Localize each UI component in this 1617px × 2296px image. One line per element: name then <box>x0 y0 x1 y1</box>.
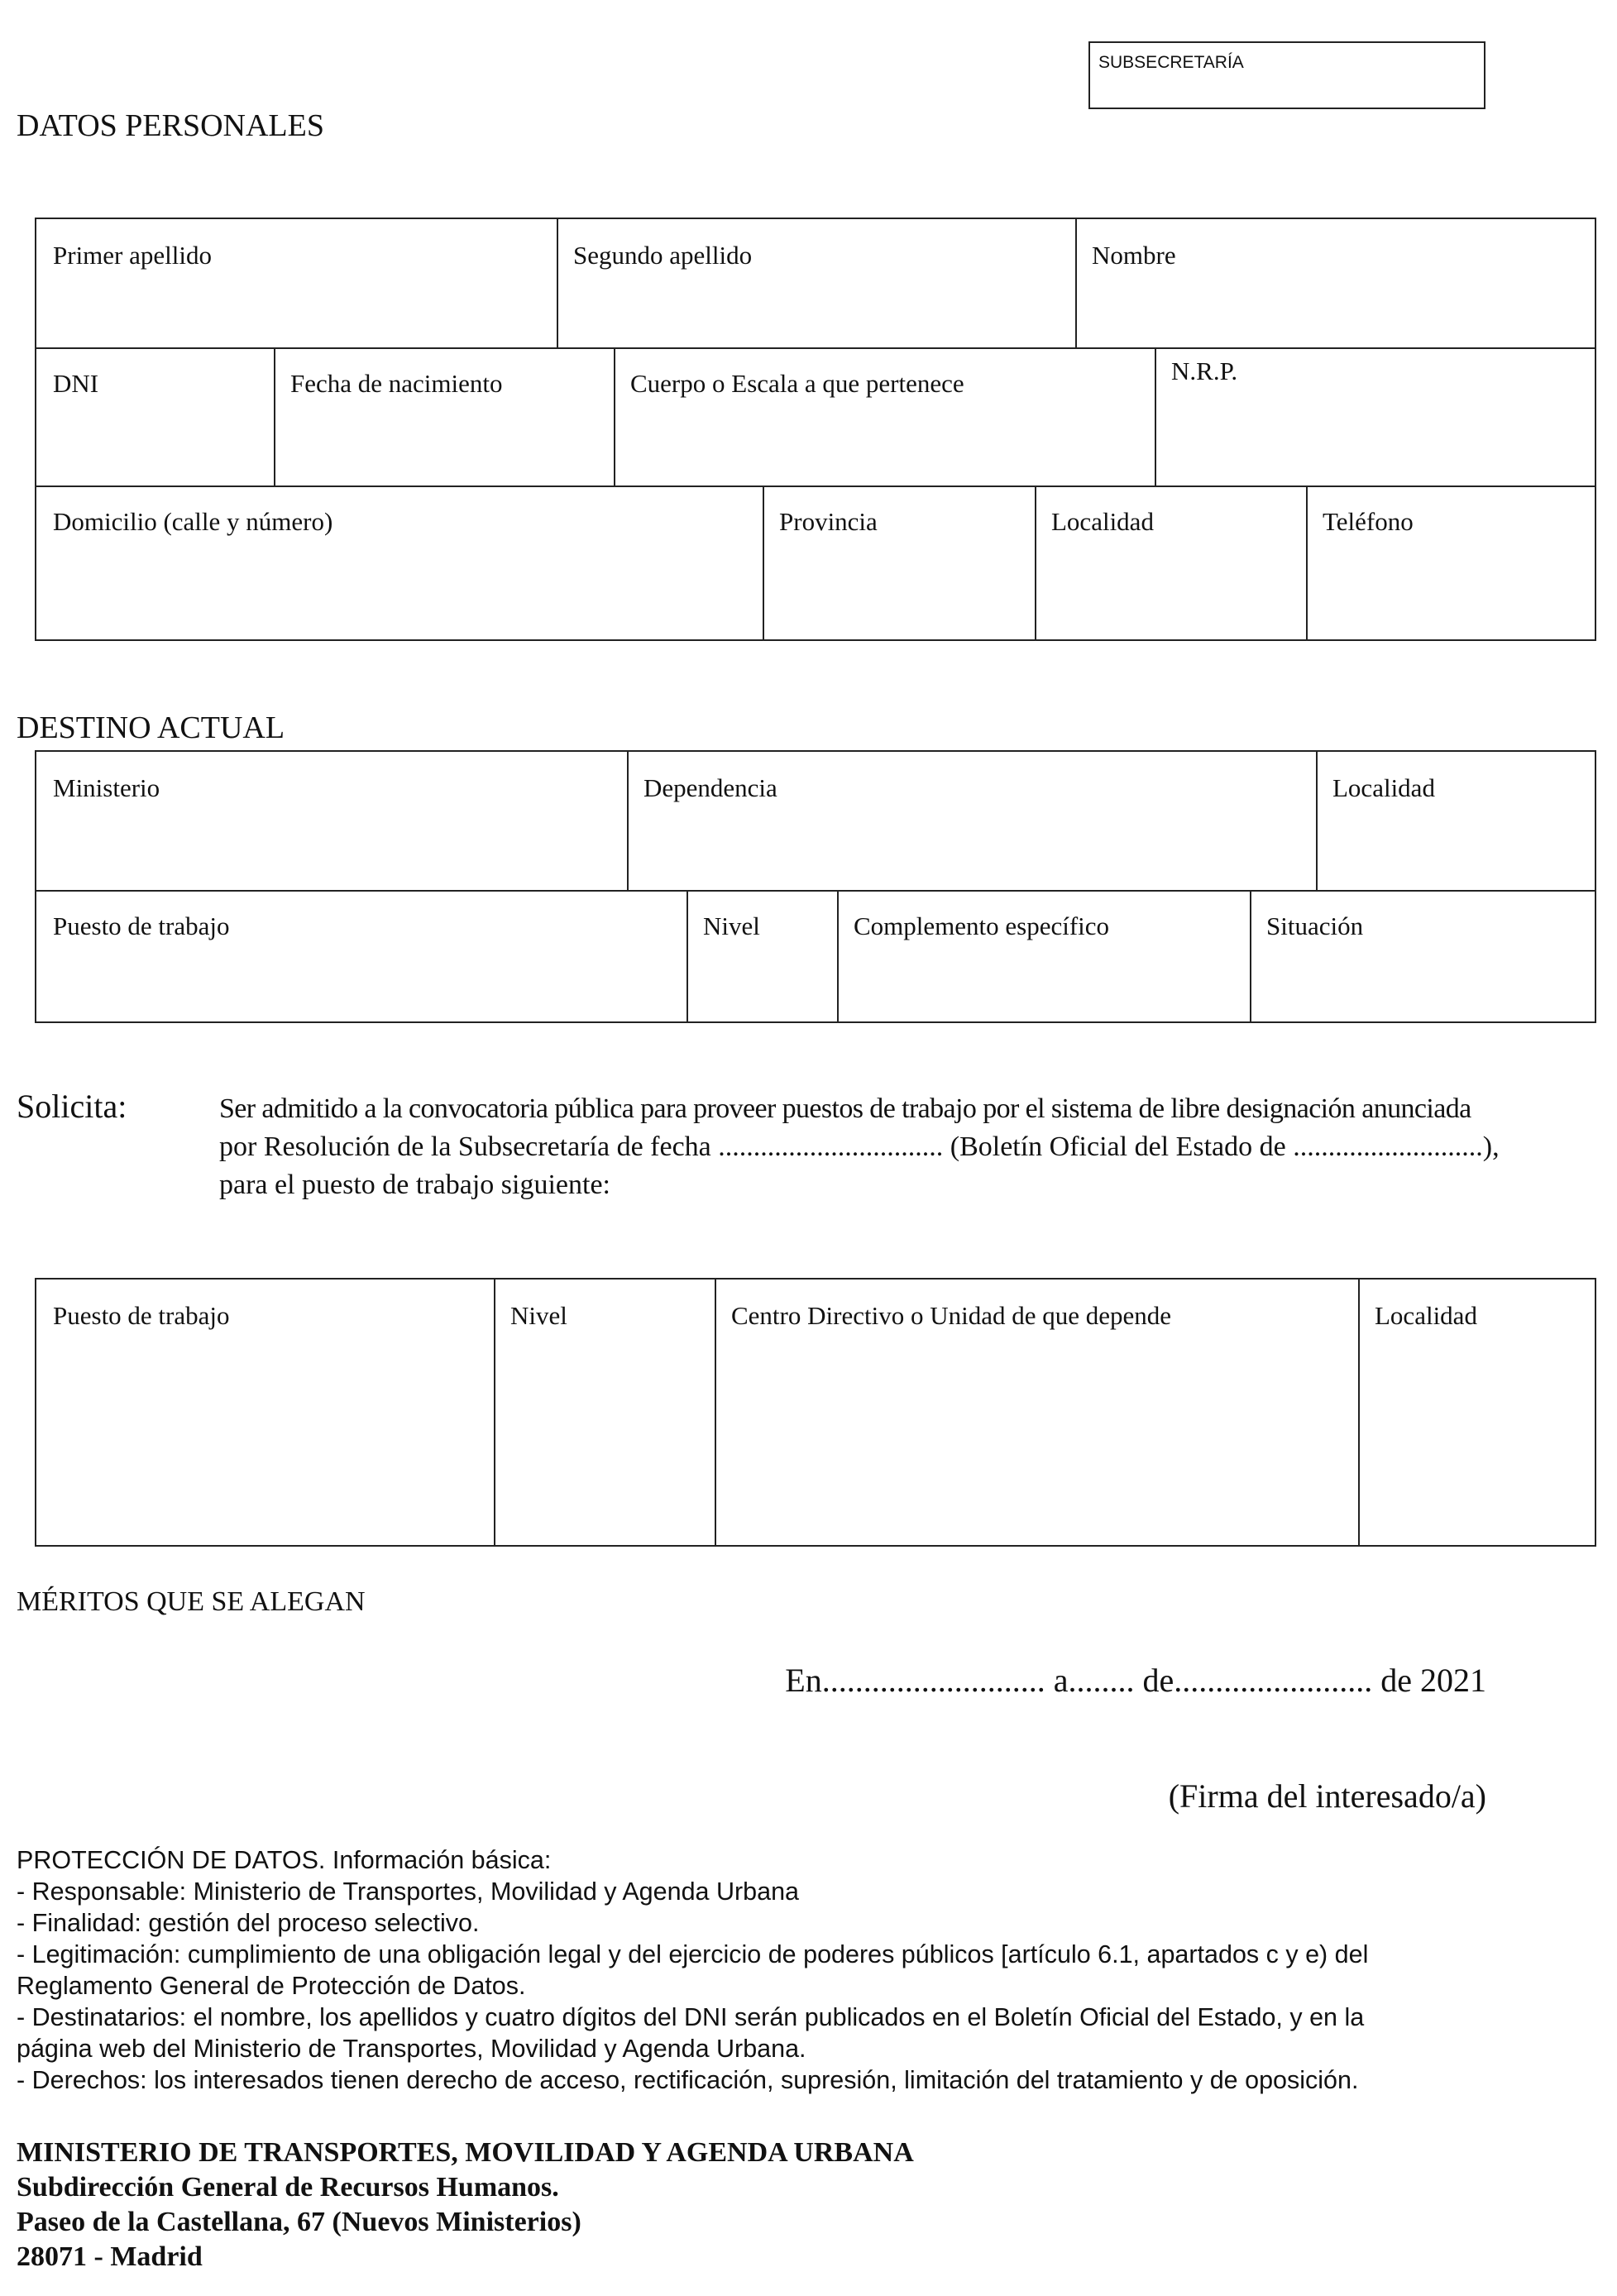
lugar-fecha-line[interactable]: En........................... a........ de........................ de 2021 <box>785 1662 1486 1699</box>
subsecretaria-box <box>1088 41 1485 109</box>
fecha-nacimiento-field[interactable]: Fecha de nacimiento <box>290 369 503 398</box>
solicita-text <box>219 1090 1609 1204</box>
subsecretaria-label: SUBSECRETARÍA <box>1098 53 1244 72</box>
solicita-label: Solicita: <box>17 1088 127 1125</box>
solicitado-localidad-field[interactable]: Localidad <box>1375 1301 1477 1330</box>
proteccion-line: página web del Ministerio de Transportes, Movilidad y Agenda Urbana. <box>17 2035 806 2063</box>
proteccion-line: - Legitimación: cumplimiento de una obligación legal y del ejercicio de poderes públicos [artículo 6.1, apartados c y e) del <box>17 1940 1369 1968</box>
footer-codigo-postal: 28071 - Madrid <box>17 2241 203 2272</box>
proteccion-line: - Finalidad: gestión del proceso selectivo. <box>17 1909 480 1937</box>
proteccion-line: Reglamento General de Protección de Datos. <box>17 1972 526 2000</box>
datos-personales-table <box>35 218 1596 641</box>
segundo-apellido-field[interactable]: Segundo apellido <box>573 241 753 270</box>
proteccion-line: PROTECCIÓN DE DATOS. Información básica: <box>17 1846 552 1874</box>
dni-field[interactable]: DNI <box>53 369 99 398</box>
footer-address <box>17 2136 914 2274</box>
proteccion-datos-block <box>17 1844 1605 2096</box>
destino-localidad-field[interactable]: Localidad <box>1332 773 1435 802</box>
proteccion-line: - Responsable: Ministerio de Transportes, Movilidad y Agenda Urbana <box>17 1877 800 1906</box>
situacion-field[interactable]: Situación <box>1266 911 1364 940</box>
destino-actual-title: DESTINO ACTUAL <box>17 710 285 745</box>
datos-personales-title: DATOS PERSONALES <box>17 108 324 143</box>
proteccion-line: - Destinatarios: el nombre, los apellidos y cuatro dígitos del DNI serán publicados en el Boletín Oficial del Estado, y en la <box>17 2003 1365 2031</box>
footer-ministerio: MINISTERIO DE TRANSPORTES, MOVILIDAD Y AGENDA URBANA <box>17 2137 914 2168</box>
localidad-field[interactable]: Localidad <box>1051 507 1154 536</box>
ministerio-field[interactable]: Ministerio <box>53 773 160 802</box>
cuerpo-escala-field[interactable]: Cuerpo o Escala a que pertenece <box>630 369 964 398</box>
firma-label: (Firma del interesado/a) <box>1168 1777 1486 1815</box>
domicilio-field[interactable]: Domicilio (calle y número) <box>53 507 333 536</box>
nrp-field[interactable]: N.R.P. <box>1171 356 1238 385</box>
solicita-line-3: para el puesto de trabajo siguiente: <box>219 1170 610 1200</box>
telefono-field[interactable]: Teléfono <box>1323 507 1414 536</box>
solicita-line-1: Ser admitido a la convocatoria pública para proveer puestos de trabajo por el sistema de libre designación anunciada <box>219 1093 1471 1124</box>
destino-nivel-field[interactable]: Nivel <box>703 911 760 940</box>
footer-subdireccion: Subdirección General de Recursos Humanos. <box>17 2172 559 2203</box>
destino-actual-table <box>35 750 1596 1023</box>
solicitado-puesto-field[interactable]: Puesto de trabajo <box>53 1301 230 1330</box>
solicita-line-2: por Resolución de la Subsecretaría de fecha ................................ (Boletín Oficial del Estado de ...........................), <box>219 1131 1500 1162</box>
destino-puesto-field[interactable]: Puesto de trabajo <box>53 911 230 940</box>
centro-directivo-field[interactable]: Centro Directivo o Unidad de que depende <box>731 1301 1171 1330</box>
footer-direccion: Paseo de la Castellana, 67 (Nuevos Ministerios) <box>17 2207 581 2237</box>
primer-apellido-field[interactable]: Primer apellido <box>53 241 212 270</box>
complemento-especifico-field[interactable]: Complemento específico <box>854 911 1110 940</box>
proteccion-line: - Derechos: los interesados tienen derecho de acceso, rectificación, supresión, limitación del tratamiento y de oposición. <box>17 2066 1359 2094</box>
dependencia-field[interactable]: Dependencia <box>643 773 777 802</box>
nombre-field[interactable]: Nombre <box>1092 241 1176 270</box>
solicitado-nivel-field[interactable]: Nivel <box>510 1301 567 1330</box>
meritos-title: MÉRITOS QUE SE ALEGAN <box>17 1586 366 1617</box>
puesto-solicitado-table <box>35 1278 1596 1547</box>
provincia-field[interactable]: Provincia <box>779 507 878 536</box>
